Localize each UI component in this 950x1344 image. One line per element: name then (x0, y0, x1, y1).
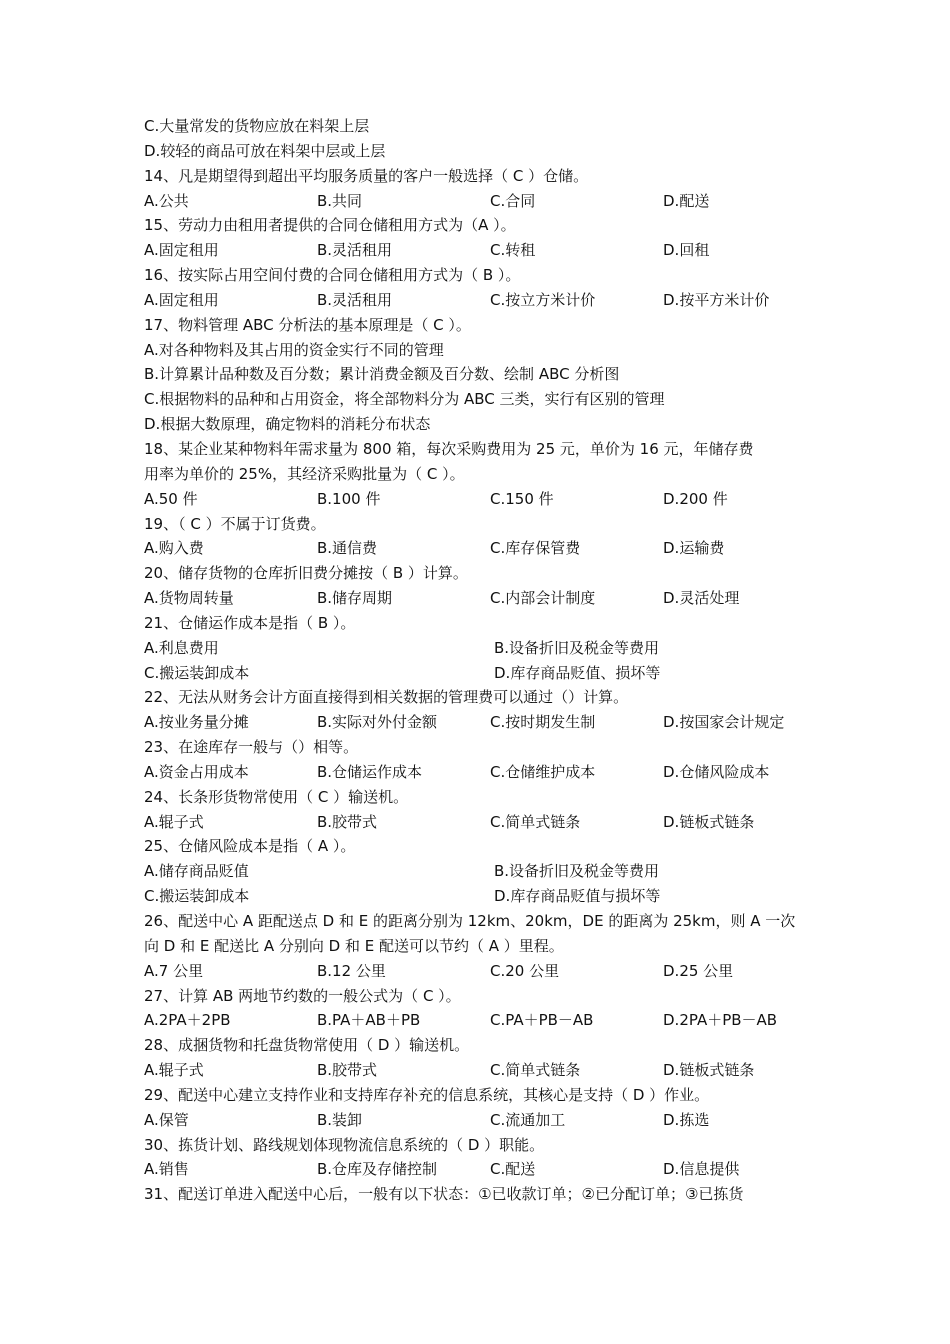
option-c: C.按时期发生制 (490, 713, 596, 732)
option-b: D.库存商品贬值、损坏等 (494, 663, 661, 682)
option-a: A.50 件 (144, 489, 198, 508)
option-d: D.链板式链条 (663, 1061, 755, 1080)
options-row (144, 859, 814, 884)
text-line: C.大量常发的货物应放在料架上层 (144, 117, 370, 135)
text-line: 25、仓储风险成本是指（ A ）。 (144, 837, 356, 856)
text-line: 31、配送订单进入配送中心后，一般有以下状态：①已收款订单；②已分配订单；③已拣货 (144, 1185, 744, 1204)
text-line: D.根据大数原理，确定物料的消耗分布状态 (144, 415, 431, 434)
text-line: 21、仓储运作成本是指（ B ）。 (144, 613, 356, 632)
option-b: B.PA＋AB＋PB (317, 1011, 421, 1030)
option-a: A.货物周转量 (144, 589, 234, 608)
option-a: A.固定租用 (144, 290, 219, 309)
text-line: 22、无法从财务会计方面直接得到相关数据的管理费可以通过（）计算。 (144, 688, 629, 707)
option-d: D.2PA＋PB－AB (663, 1011, 778, 1030)
option-c: C.流通加工 (490, 1110, 566, 1129)
option-a: A.辊子式 (144, 1061, 204, 1080)
text-line: 23、在途库存一般与（）相等。 (144, 738, 359, 757)
option-d: D.200 件 (663, 489, 728, 508)
option-d: D.回租 (663, 241, 710, 260)
option-a: A.固定租用 (144, 241, 219, 260)
option-a: A.购入费 (144, 539, 204, 558)
option-c: C.仓储维护成本 (490, 762, 596, 781)
option-c: C.库存保管费 (490, 539, 581, 558)
option-d: D.按国家会计规定 (663, 713, 785, 732)
option-d: D.链板式链条 (663, 812, 755, 831)
text-line: B.计算累计品种数及百分数；累计消费金额及百分数、绘制 ABC 分析图 (144, 365, 620, 384)
options-row (144, 536, 814, 561)
option-c: C.简单式链条 (490, 1061, 581, 1080)
option-b: B.仓库及存储控制 (317, 1160, 438, 1179)
options-row (144, 1157, 814, 1182)
text-line: 15、劳动力由租用者提供的合同仓储租用方式为（A ）。 (144, 216, 516, 235)
option-d: D.运输费 (663, 539, 725, 558)
option-a: C.搬运装卸成本 (144, 887, 250, 906)
option-b: B.设备折旧及税金等费用 (494, 638, 660, 657)
options-row (144, 959, 814, 984)
option-c: C.PA＋PB－AB (490, 1011, 594, 1030)
options-row (144, 189, 814, 214)
option-d: D.灵活处理 (663, 589, 740, 608)
option-a: A.7 公里 (144, 961, 204, 980)
text-line: 29、配送中心建立支持作业和支持库存补充的信息系统，其核心是支持（ D ）作业。 (144, 1085, 710, 1104)
option-b: B.仓储运作成本 (317, 762, 423, 781)
text-line: 28、成捆货物和托盘货物常使用（ D ）输送机。 (144, 1036, 470, 1055)
options-row (144, 710, 814, 735)
option-d: D.仓储风险成本 (663, 762, 770, 781)
option-c: C.配送 (490, 1160, 536, 1179)
option-c: C.简单式链条 (490, 812, 581, 831)
option-c: C.内部会计制度 (490, 589, 596, 608)
option-b: B.灵活租用 (317, 241, 393, 260)
option-b: B.装卸 (317, 1110, 363, 1129)
option-b: D.库存商品贬值与损坏等 (494, 887, 661, 906)
option-b: B.设备折旧及税金等费用 (494, 862, 660, 881)
option-a: A.保管 (144, 1110, 189, 1129)
option-b: B.100 件 (317, 489, 381, 508)
options-row (144, 1008, 814, 1033)
option-c: C.合同 (490, 191, 536, 210)
options-row (144, 636, 814, 661)
option-b: B.储存周期 (317, 589, 393, 608)
options-row (144, 810, 814, 835)
option-d: D.25 公里 (663, 961, 734, 980)
options-row (144, 884, 814, 909)
option-d: D.拣选 (663, 1110, 710, 1129)
text-line: A.对各种物料及其占用的资金实行不同的管理 (144, 340, 444, 359)
option-d: D.配送 (663, 191, 710, 210)
option-b: B.灵活租用 (317, 290, 393, 309)
text-line: 14、凡是期望得到超出平均服务质量的客户一般选择（ C ）仓储。 (144, 166, 589, 185)
text-line: 27、计算 AB 两地节约数的一般公式为（ C ）。 (144, 986, 461, 1005)
text-line: 19、（ C ）不属于订货费。 (144, 514, 326, 533)
option-d: D.按平方米计价 (663, 290, 770, 309)
option-a: A.公共 (144, 191, 189, 210)
option-c: C.150 件 (490, 489, 554, 508)
text-line: 20、储存货物的仓库折旧费分摊按（ B ）计算。 (144, 564, 468, 583)
text-line: 用率为单价的 25%，其经济采购批量为（ C ）。 (144, 464, 465, 483)
text-line: C.根据物料的品种和占用资金，将全部物料分为 ABC 三类，实行有区别的管理 (144, 390, 665, 409)
option-a: A.2PA＋2PB (144, 1011, 231, 1030)
option-d: D.信息提供 (663, 1160, 740, 1179)
options-row (144, 487, 814, 512)
text-line: 16、按实际占用空间付费的合同仓储租用方式为（ B ）。 (144, 266, 521, 285)
option-b: B.共同 (317, 191, 363, 210)
option-a: A.销售 (144, 1160, 189, 1179)
option-b: B.胶带式 (317, 1061, 378, 1080)
option-a: A.利息费用 (144, 638, 219, 657)
options-row (144, 1058, 814, 1083)
option-a: A.辊子式 (144, 812, 204, 831)
text-line: 17、物料管理 ABC 分析法的基本原理是（ C ）。 (144, 315, 471, 334)
options-row (144, 288, 814, 313)
text-line: D.较轻的商品可放在料架中层或上层 (144, 141, 386, 160)
text-line: 30、拣货计划、路线规划体现物流信息系统的（ D ）职能。 (144, 1135, 545, 1154)
options-row (144, 760, 814, 785)
option-b: B.实际对外付金额 (317, 713, 438, 732)
options-row (144, 586, 814, 611)
option-c: C.20 公里 (490, 961, 560, 980)
options-row (144, 1108, 814, 1133)
option-a: C.搬运装卸成本 (144, 663, 250, 682)
text-line: 24、长条形货物常使用（ C ）输送机。 (144, 787, 409, 806)
text-line: 26、配送中心 A 距配送点 D 和 E 的距离分别为 12km、20km，DE 的距离为 25km，则 A 一次 (144, 912, 796, 930)
options-row (144, 238, 814, 263)
document-page (144, 114, 814, 1207)
option-b: B.通信费 (317, 539, 378, 558)
text-line: 向 D 和 E 配送比 A 分别向 D 和 E 配送可以节约（ A ）里程。 (144, 936, 564, 955)
option-c: C.转租 (490, 241, 536, 260)
option-a: A.按业务量分摊 (144, 713, 249, 732)
option-b: B.12 公里 (317, 961, 386, 980)
option-a: A.储存商品贬值 (144, 862, 249, 881)
options-row (144, 661, 814, 686)
text-line: 18、某企业某种物料年需求量为 800 箱，每次采购费用为 25 元，单价为 16 元，年储存费 (144, 439, 754, 458)
option-b: B.胶带式 (317, 812, 378, 831)
option-c: C.按立方米计价 (490, 290, 596, 309)
option-a: A.资金占用成本 (144, 762, 249, 781)
